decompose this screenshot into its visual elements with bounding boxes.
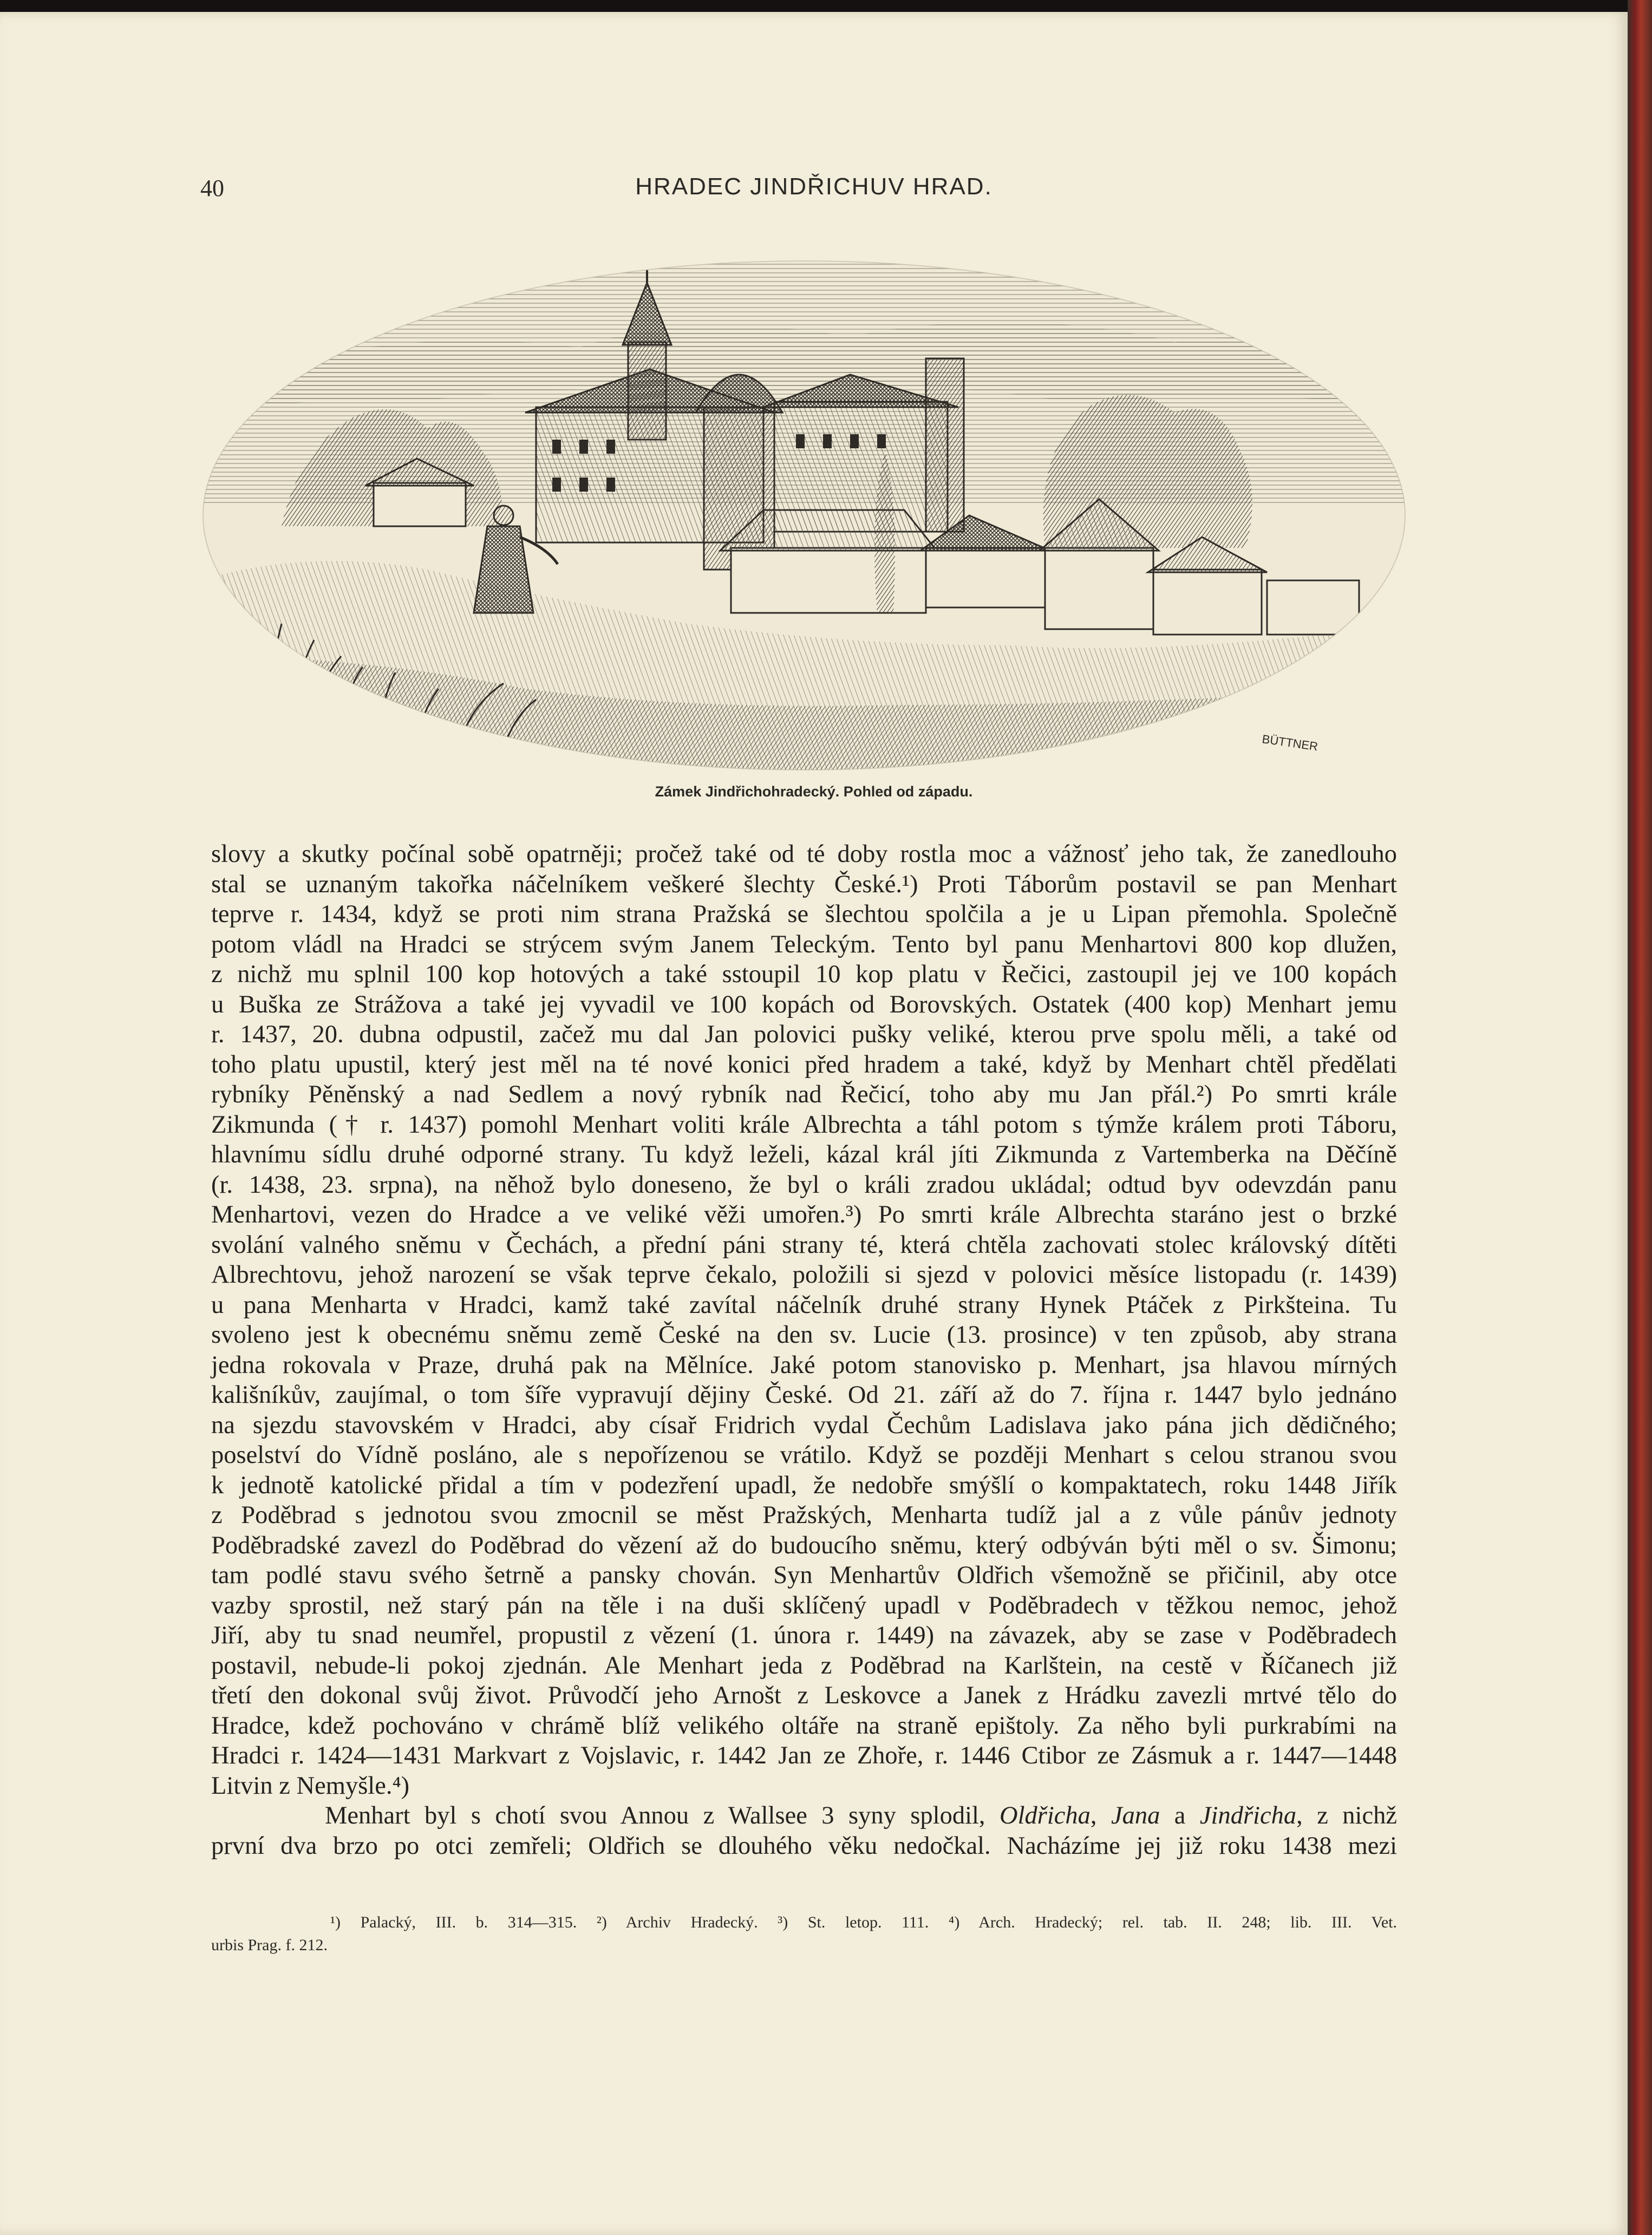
text-line: kališníkův, zaujímal, o tom šíře vypravují dějiny České. Od 21. září až do 7. října r. 1447 bylo jednáno xyxy=(211,1381,1397,1409)
text-line: tam podlé stavu svého šetrně a pansky chován. Syn Menhartův Oldřich všemožně se přičinil, aby otce xyxy=(211,1561,1397,1589)
text-line: třetí den dokonal svůj život. Průvodčí jeho Arnošt z Leskovce a Janek z Hrádku zavezli mrtvé tělo do xyxy=(211,1682,1397,1709)
footnotes xyxy=(211,1911,1397,1957)
text-line: Zikmunda († r. 1437) pomohl Menhart voliti krále Albrechta a táhl potom s týmže králem proti Táboru, xyxy=(211,1110,1397,1139)
text-line: Litvin z Nemyšle.⁴) xyxy=(211,1772,410,1800)
text-line: poselství do Vídně posláno, ale s nepořízenou se vrátilo. Když se později Menhart s celou stranou svou xyxy=(211,1441,1397,1469)
book-page xyxy=(0,12,1628,2235)
text-line: u pana Menharta v Hradci, kamž také zavítal náčelník druhé strany Hynek Ptáček z Pirkšteina. Tu xyxy=(211,1291,1397,1319)
text-line: z nichž mu splnil 100 kop hotových a také sstoupil 10 kop platu v Řečici, zastoupil jej ve 100 kopách xyxy=(211,960,1397,988)
text-line: k jednotě katolické přidal a tím v podezření upadl, že nedobře smýšlí o kompaktatech, roku 1448 Jiřík xyxy=(211,1471,1397,1499)
paragraph-2-line-2: první dva brzo po otci zemřeli; Oldřich se dlouhého věku nedočkal. Nacházíme jej již roku 1438 mezi xyxy=(211,1832,1397,1860)
name-jindrich: Jindřicha xyxy=(1199,1802,1297,1829)
text-line: (r. 1438, 23. srpna), na něhož bylo doneseno, že byl o králi zradou ukládal; odtud byv odevzdán panu xyxy=(211,1171,1397,1199)
text-line: toho platu upustil, který jest měl na té nové konici před hradem a také, když by Menhart chtěl předělati xyxy=(211,1050,1397,1079)
page-number: 40 xyxy=(200,175,224,201)
scan-top-edge xyxy=(0,0,1652,12)
name-jan: Jana xyxy=(1111,1802,1160,1829)
text-segment: Menhart byl s chotí svou Annou z Wallsee 3 syny splodil, xyxy=(325,1802,1000,1829)
text-line: r. 1437, 20. dubna odpustil, začež mu dal Jan polovici pušky veliké, kterou prve spolu měli, a také od xyxy=(211,1021,1397,1048)
text-line: svolání valného sněmu v Čechách, a přední páni strany té, která chtěla zachovati stolec královský dítěti xyxy=(211,1231,1397,1259)
text-line: Hradce, kdež pochováno v chrámě blíž velikého oltáře na straně epištoly. Za něho byli purkrabími na xyxy=(211,1711,1397,1740)
text-line: u Buška ze Strážova a také jej vyvadil ve 100 kopách od Borovských. Ostatek (400 kop) Menhart jemu xyxy=(211,990,1397,1018)
text-segment: , z nichž xyxy=(1296,1802,1397,1829)
text-line: z Poděbrad s jednotou svou zmocnil se měst Pražských, Menharta tudíž jal a z vůle pánův jednoty xyxy=(211,1501,1397,1529)
castle-engraving xyxy=(200,245,1408,775)
text-line: na sjezdu stavovském v Hradci, aby císař Fridrich vydal Čechům Ladislava jako pána jich dědičného; xyxy=(211,1411,1397,1439)
paragraph-1 xyxy=(211,839,1397,1801)
text-line: stal se uznaným takořka náčelníkem veškeré šlechty České.¹) Proti Táborům postavil se pan Menhart xyxy=(211,870,1397,898)
figure-caption: Zámek Jindřichohradecký. Pohled od západu. xyxy=(655,783,973,800)
text-line: Albrechtovu, jehož narození se však teprve čekalo, položili si sjezd v polovici měsíce listopadu (r. 1439) xyxy=(211,1261,1397,1289)
text-segment: a xyxy=(1160,1802,1200,1829)
paragraph-2-line-1 xyxy=(211,1801,1397,1831)
text-line: hlavnímu sídlu druhé odporné strany. Tu když leželi, kázal král jíti Zikmunda z Vartemberka na Děčíně xyxy=(211,1141,1397,1168)
text-line: rybníky Pěněnský a nad Sedlem a nový rybník nad Řečicí, toho aby mu Jan přál.²) Po smrti krále xyxy=(211,1081,1397,1108)
text-line: slovy a skutky počínal sobě opatrněji; pročež také od té doby rostla moc a vážnosť jeho tak, že zanedlouho xyxy=(211,840,1397,868)
footnote-line-1: ¹) Palacký, III. b. 314—315. ²) Archiv Hradecký. ³) St. letop. 111. ⁴) Arch. Hradecký; rel. tab. II. 248; lib. III. Vet. xyxy=(330,1913,1397,1931)
text-line: vazby sprostil, než starý pán na těle i na duši sklíčený upadl v Poděbradech v těžkou nemoc, jehož xyxy=(211,1591,1397,1619)
engraver-signature: BÜTTNER xyxy=(1261,732,1319,754)
text-line: Jiří, aby tu snad neumřel, propustil z vězení (1. února r. 1449) na závazek, aby se zase v Poděbradech xyxy=(211,1622,1397,1649)
text-line: teprve r. 1434, když se proti nim strana Pražská se šlechtou spolčila a je u Lipan přemohla. Společně xyxy=(211,900,1397,928)
text-line: Hradci r. 1424—1431 Markvart z Vojslavic, r. 1442 Jan ze Zhoře, r. 1446 Ctibor ze Zásmuk a r. 1447—1448 xyxy=(211,1742,1397,1769)
text-line: Menhartovi, vezen do Hradce a ve veliké věži umořen.³) Po smrti krále Albrechta staráno jest o brzké xyxy=(211,1201,1397,1228)
text-line: svoleno jest k obecnému sněmu země České na den sv. Lucie (13. prosince) v ten způsob, aby strana xyxy=(211,1321,1397,1349)
name-oldrich: Oldřicha xyxy=(999,1802,1091,1829)
text-line: jedna rokovala v Praze, druhá pak na Mělníce. Jaké potom stanovisko p. Menhart, jsa hlavou mírných xyxy=(211,1351,1397,1379)
body-text xyxy=(211,839,1397,1861)
text-line: potom vládl na Hradci se strýcem svým Janem Teleckým. Tento byl panu Menhartovi 800 kop dlužen, xyxy=(211,930,1397,958)
running-head: HRADEC JINDŘICHUV HRAD. xyxy=(635,173,992,200)
text-line: postavil, nebude-li pokoj zjednán. Ale Menhart jeda z Poděbrad na Karlštein, na cestě v Říčanech již xyxy=(211,1651,1397,1679)
text-line: Poděbradské zavezl do Poděbrad do vězení až do budoucího sněmu, který odbýván býti měl o sv. Šimonu; xyxy=(211,1531,1397,1559)
text-segment: , xyxy=(1090,1802,1111,1829)
footnote-line-2: urbis Prag. f. 212. xyxy=(211,1936,328,1954)
book-spine-edge xyxy=(1628,0,1652,2235)
